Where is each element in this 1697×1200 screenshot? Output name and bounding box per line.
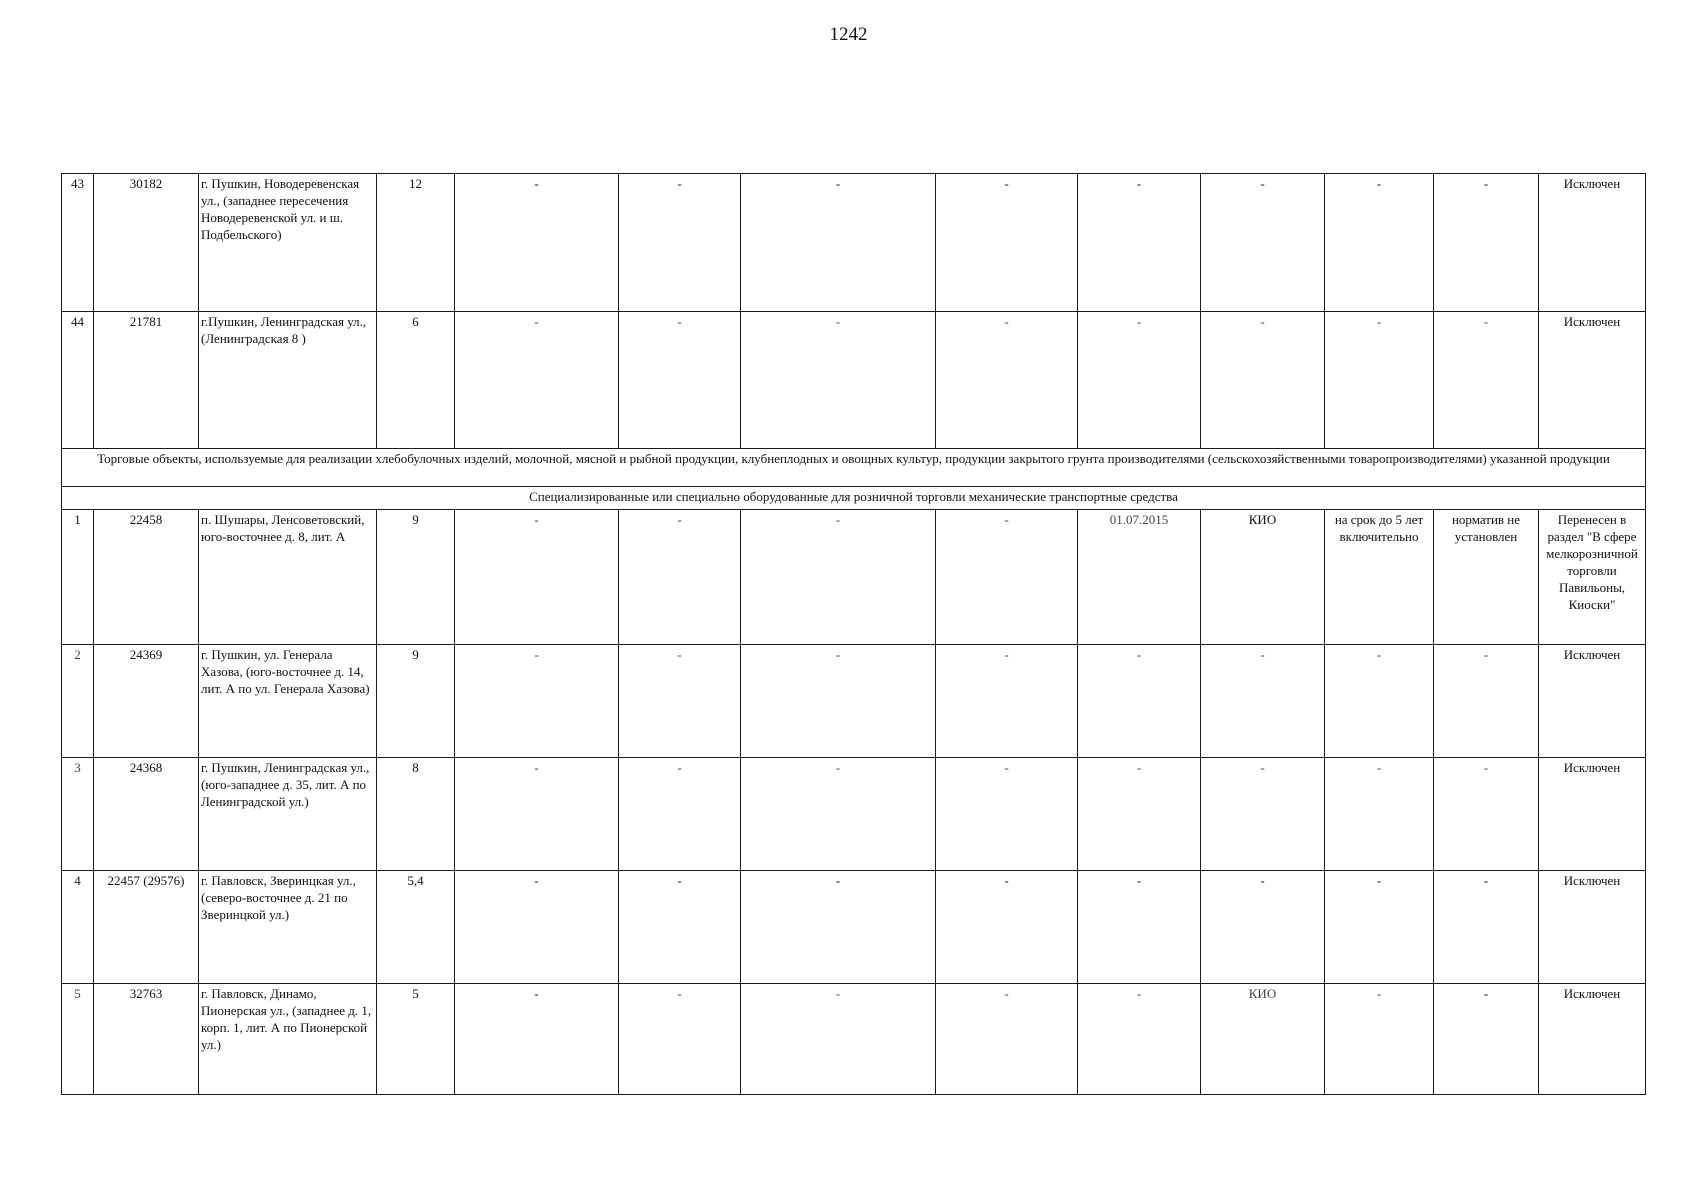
section-title: Торговые объекты, используемые для реализации хлебобулочных изделий, молочной, мясной и рыбной продукции, клубнеплодных и овощных культур, продукции закрытого грунта производителями (сельскохозяйственными товаропроизводителями) указанной продукции <box>62 449 1646 487</box>
object-area: 5 <box>377 984 455 1095</box>
row-number: 5 <box>62 984 94 1095</box>
cell-col5: - <box>455 645 619 758</box>
table-row <box>62 871 1646 984</box>
row-number: 4 <box>62 871 94 984</box>
cell-col11: на срок до 5 лет включительно <box>1325 510 1434 645</box>
cell-col6: - <box>619 174 741 312</box>
status-cell: Исключен <box>1539 871 1646 984</box>
table-row <box>62 312 1646 449</box>
object-id: 24369 <box>94 645 199 758</box>
cell-col5: - <box>455 312 619 449</box>
cell-col7: - <box>741 984 936 1095</box>
cell-col8: - <box>936 510 1078 645</box>
cell-col9: - <box>1078 174 1201 312</box>
cell-col9: - <box>1078 312 1201 449</box>
cell-col9: - <box>1078 758 1201 871</box>
object-id: 22457 (29576) <box>94 871 199 984</box>
cell-col5: - <box>455 758 619 871</box>
table-row <box>62 645 1646 758</box>
status-cell: Исключен <box>1539 645 1646 758</box>
cell-col12: - <box>1434 645 1539 758</box>
cell-col11: - <box>1325 758 1434 871</box>
cell-col10: КИО <box>1201 510 1325 645</box>
cell-col5: - <box>455 871 619 984</box>
object-address: г. Пушкин, ул. Генерала Хазова, (юго-восточнее д. 14, лит. А по ул. Генерала Хазова) <box>199 645 377 758</box>
cell-col10: - <box>1201 174 1325 312</box>
cell-col12: - <box>1434 174 1539 312</box>
cell-col10: - <box>1201 758 1325 871</box>
cell-col7: - <box>741 312 936 449</box>
section-row <box>62 449 1646 487</box>
cell-col6: - <box>619 758 741 871</box>
subsection-row <box>62 487 1646 510</box>
cell-col6: - <box>619 984 741 1095</box>
cell-col6: - <box>619 871 741 984</box>
row-number: 2 <box>62 645 94 758</box>
cell-col9: - <box>1078 984 1201 1095</box>
cell-col12: норматив не установлен <box>1434 510 1539 645</box>
table-row <box>62 758 1646 871</box>
object-id: 30182 <box>94 174 199 312</box>
table-row <box>62 174 1646 312</box>
object-address: г.Пушкин, Ленинградская ул., (Ленинградская 8 ) <box>199 312 377 449</box>
cell-col7: - <box>741 871 936 984</box>
object-id: 24368 <box>94 758 199 871</box>
object-address: г. Пушкин, Ленинградская ул., (юго-западнее д. 35, лит. А по Ленинградской ул.) <box>199 758 377 871</box>
cell-col8: - <box>936 174 1078 312</box>
object-area: 5,4 <box>377 871 455 984</box>
status-cell: Исключен <box>1539 984 1646 1095</box>
cell-col6: - <box>619 645 741 758</box>
cell-col11: - <box>1325 312 1434 449</box>
row-number: 3 <box>62 758 94 871</box>
cell-col8: - <box>936 312 1078 449</box>
table-row <box>62 984 1646 1095</box>
cell-col10: - <box>1201 645 1325 758</box>
object-id: 21781 <box>94 312 199 449</box>
row-number: 1 <box>62 510 94 645</box>
row-number: 44 <box>62 312 94 449</box>
status-cell: Исключен <box>1539 174 1646 312</box>
cell-col9: - <box>1078 871 1201 984</box>
cell-col12: - <box>1434 312 1539 449</box>
cell-col8: - <box>936 871 1078 984</box>
cell-col11: - <box>1325 645 1434 758</box>
cell-col10: КИО <box>1201 984 1325 1095</box>
object-id: 32763 <box>94 984 199 1095</box>
cell-col8: - <box>936 645 1078 758</box>
cell-col11: - <box>1325 174 1434 312</box>
object-id: 22458 <box>94 510 199 645</box>
object-area: 9 <box>377 645 455 758</box>
cell-col9: - <box>1078 645 1201 758</box>
object-address: г. Павловск, Зверинцкая ул., (северо-восточнее д. 21 по Зверинцкой ул.) <box>199 871 377 984</box>
object-address: г. Павловск, Динамо, Пионерская ул., (западнее д. 1, корп. 1, лит. А по Пионерской ул.) <box>199 984 377 1095</box>
cell-col7: - <box>741 174 936 312</box>
cell-col7: - <box>741 758 936 871</box>
cell-col5: - <box>455 984 619 1095</box>
cell-col11: - <box>1325 871 1434 984</box>
row-number: 43 <box>62 174 94 312</box>
cell-col8: - <box>936 758 1078 871</box>
subsection-title: Специализированные или специально оборудованные для розничной торговли механические транспортные средства <box>62 487 1646 510</box>
status-cell: Перенесен в раздел "В сфере мелкорозничной торговли Павильоны, Киоски" <box>1539 510 1646 645</box>
page-number: 1242 <box>829 24 868 45</box>
cell-col5: - <box>455 510 619 645</box>
cell-col12: - <box>1434 758 1539 871</box>
object-area: 8 <box>377 758 455 871</box>
object-area: 6 <box>377 312 455 449</box>
table-row <box>62 510 1646 645</box>
object-area: 9 <box>377 510 455 645</box>
cell-col10: - <box>1201 312 1325 449</box>
cell-col8: - <box>936 984 1078 1095</box>
cell-col11: - <box>1325 984 1434 1095</box>
status-cell: Исключен <box>1539 312 1646 449</box>
cell-col12: - <box>1434 871 1539 984</box>
cell-col7: - <box>741 645 936 758</box>
object-address: г. Пушкин, Новодеревенская ул., (западнее пересечения Новодеревенской ул. и ш. Подбельского) <box>199 174 377 312</box>
status-cell: Исключен <box>1539 758 1646 871</box>
cell-col10: - <box>1201 871 1325 984</box>
cell-col12: - <box>1434 984 1539 1095</box>
cell-col5: - <box>455 174 619 312</box>
document-table <box>61 173 1646 1095</box>
object-address: п. Шушары, Ленсоветовский, юго-восточнее д. 8, лит. А <box>199 510 377 645</box>
cell-col6: - <box>619 312 741 449</box>
cell-col7: - <box>741 510 936 645</box>
object-area: 12 <box>377 174 455 312</box>
cell-col9: 01.07.2015 <box>1078 510 1201 645</box>
cell-col6: - <box>619 510 741 645</box>
